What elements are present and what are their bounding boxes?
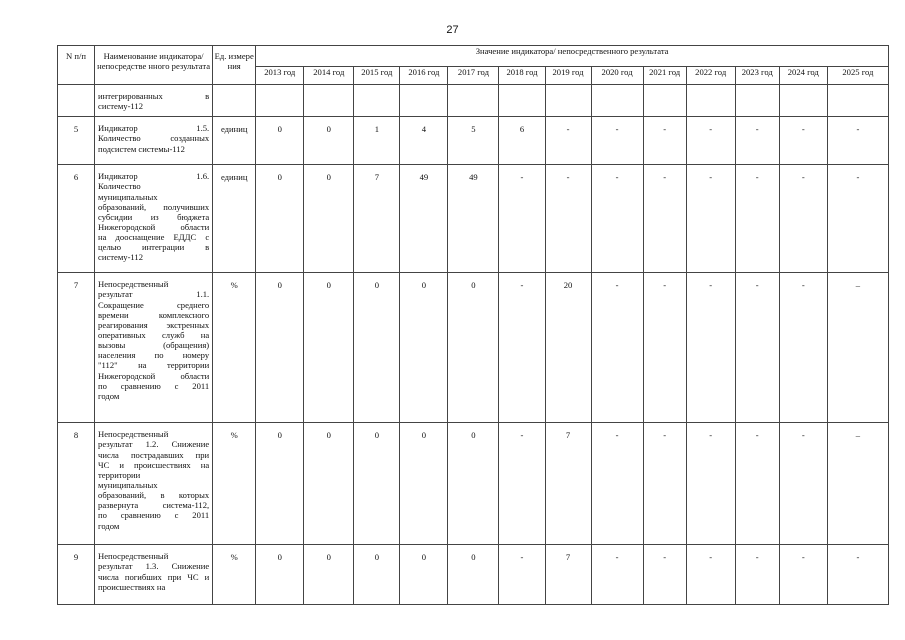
header-year: 2022 год [686,67,735,85]
value-cell: - [735,423,779,545]
indicator-name-line: Количество созданных [98,133,210,144]
indicator-name-line: образований, в которых [98,490,210,501]
value-cell: 0 [256,165,304,273]
indicator-name-line: реагирования экстренных [98,319,210,330]
indicator-name [95,273,213,423]
value-cell: 0 [304,545,354,605]
indicator-name-line: результат 1.2. Снижение [98,439,210,450]
value-cell: - [591,273,643,423]
unit-cell: % [213,273,256,423]
page-number: 27 [446,24,459,36]
indicator-name-line: Индикатор 1.6. [98,171,210,182]
indicator-name [95,165,213,273]
value-cell: - [827,545,888,605]
value-cell: - [735,545,779,605]
value-cell: 0 [448,273,499,423]
indicator-name [95,423,213,545]
value-cell: - [545,117,591,165]
indicator-name-line: целью интеграции в [98,242,210,253]
indicator-name-line: годом [98,390,120,401]
value-cell: - [591,545,643,605]
value-cell: 0 [354,545,400,605]
value-cell: 0 [448,545,499,605]
value-cell [545,85,591,117]
unit-cell: % [213,545,256,605]
header-year: 2014 год [304,67,354,85]
indicator-name-line: Сокращение среднего [98,299,210,310]
row-number: 8 [58,423,95,545]
value-cell: - [499,545,545,605]
value-cell: 0 [256,273,304,423]
indicator-name-line: Количество [98,181,141,192]
value-cell: - [545,165,591,273]
header-year: 2017 год [448,67,499,85]
value-cell: - [591,423,643,545]
value-cell: - [779,423,827,545]
value-cell: - [643,423,686,545]
table-row [58,423,889,545]
value-cell: 4 [400,117,448,165]
indicator-name-line: числа пострадавших при [98,449,210,460]
value-cell: 6 [499,117,545,165]
value-cell: - [779,273,827,423]
value-cell: - [643,545,686,605]
indicator-name-line: "112" на территории [98,360,210,371]
value-cell: 0 [354,273,400,423]
value-cell [400,85,448,117]
row-number: 5 [58,117,95,165]
indicator-name-line: по сравнению с 2011 [98,380,210,391]
indicator-name-line: развернута система-112, [98,500,210,511]
value-cell: - [643,273,686,423]
value-cell: 0 [256,545,304,605]
value-cell: 0 [304,423,354,545]
indicator-name-line: систему-112 [98,101,143,112]
header-year: 2018 год [499,67,545,85]
header-year: 2016 год [400,67,448,85]
value-cell: 7 [354,165,400,273]
value-cell [591,85,643,117]
indicator-name-line: результат 1.3. Снижение [98,561,210,572]
table-row [58,117,889,165]
indicator-name-line: Нижегородской области [98,370,210,381]
indicator-name-line: на дооснащение ЕДДС с [98,232,210,243]
indicator-name-line: образований, получивших [98,201,210,212]
indicator-name-line: населения по номеру [98,350,210,361]
indicator-name-line: Нижегородской области [98,221,210,232]
indicator-name-line: Индикатор 1.5. [98,123,210,134]
value-cell: - [499,165,545,273]
header-number: N п/п [58,46,95,85]
value-cell: 0 [354,423,400,545]
value-cell: – [827,273,888,423]
unit-cell: % [213,423,256,545]
value-cell [499,85,545,117]
indicator-name-line: годом [98,520,120,531]
indicator-name-line: Непосредственный [98,429,169,440]
row-number: 6 [58,165,95,273]
value-cell [448,85,499,117]
table-body [58,85,889,605]
value-cell: 1 [354,117,400,165]
value-cell: - [686,423,735,545]
indicator-name-line: интегрированных в [98,91,210,101]
value-cell: 49 [448,165,499,273]
value-cell: 0 [304,117,354,165]
value-cell [686,85,735,117]
header-unit: Ед. измере ния [213,46,256,85]
header-year: 2021 год [643,67,686,85]
value-cell: - [499,423,545,545]
value-cell: 0 [400,423,448,545]
value-cell: 5 [448,117,499,165]
indicator-name-line: муниципальных [98,191,158,202]
header-year: 2025 год [827,67,888,85]
header-year: 2019 год [545,67,591,85]
value-cell [827,85,888,117]
indicator-table [57,45,889,605]
value-cell: 0 [448,423,499,545]
value-cell: 0 [400,273,448,423]
value-cell [643,85,686,117]
indicator-name-line: числа погибших при ЧС и [98,571,210,582]
table-row [58,85,889,117]
indicator-name-line: оперативных служб на [98,329,210,340]
header-value: Значение индикатора/ непосредственного результата [256,46,889,67]
table-row [58,273,889,423]
value-cell: - [779,545,827,605]
indicator-name-line: систему-112 [98,252,143,263]
value-cell: - [591,117,643,165]
indicator-name-line: субсидии из бюджета [98,211,210,222]
indicator-name [95,545,213,605]
header-year: 2015 год [354,67,400,85]
value-cell [779,85,827,117]
value-cell: - [827,165,888,273]
value-cell [354,85,400,117]
value-cell: 0 [304,165,354,273]
value-cell: - [591,165,643,273]
value-cell: 0 [304,273,354,423]
value-cell: - [735,273,779,423]
indicator-name-line: подсистем системы-112 [98,143,185,154]
value-cell: – [827,423,888,545]
indicator-name-line: результат 1.1. [98,289,210,300]
header-year: 2023 год [735,67,779,85]
header-year: 2013 год [256,67,304,85]
row-number [58,85,95,117]
value-cell: - [643,165,686,273]
value-cell: - [735,165,779,273]
value-cell: - [686,165,735,273]
indicator-name-line: по сравнению с 2011 [98,510,210,521]
unit-cell: единиц [213,117,256,165]
unit-cell: единиц [213,165,256,273]
indicator-name-line: территории [98,469,141,480]
value-cell: 0 [256,117,304,165]
value-cell [256,85,304,117]
indicator-name [95,85,213,117]
indicator-name-line: Непосредственный [98,279,169,290]
value-cell [735,85,779,117]
value-cell [304,85,354,117]
row-number: 9 [58,545,95,605]
indicator-name-line: ЧС и происшествиях на [98,459,210,470]
indicator-name-line: происшествиях на [98,581,166,592]
value-cell: - [735,117,779,165]
indicator-name-line: Непосредственный [98,551,169,562]
indicator-name-line: времени комплексного [98,309,210,320]
table-row [58,165,889,273]
value-cell: 0 [400,545,448,605]
value-cell: - [686,117,735,165]
value-cell: - [643,117,686,165]
value-cell: - [779,165,827,273]
header-year: 2020 год [591,67,643,85]
header-year: 2024 год [779,67,827,85]
indicator-name-line: вызовы (обращения) [98,340,210,351]
unit-cell [213,85,256,117]
table-row [58,545,889,605]
indicator-name-line: муниципальных [98,479,158,490]
value-cell: - [779,117,827,165]
indicator-name [95,117,213,165]
header-indicator-name: Наименование индикатора/непосредстве нного результата [95,46,213,85]
value-cell: 0 [256,423,304,545]
value-cell: 49 [400,165,448,273]
value-cell: - [686,273,735,423]
value-cell: 7 [545,545,591,605]
value-cell: - [499,273,545,423]
value-cell: 20 [545,273,591,423]
value-cell: - [827,117,888,165]
value-cell: - [686,545,735,605]
row-number: 7 [58,273,95,423]
value-cell: 7 [545,423,591,545]
